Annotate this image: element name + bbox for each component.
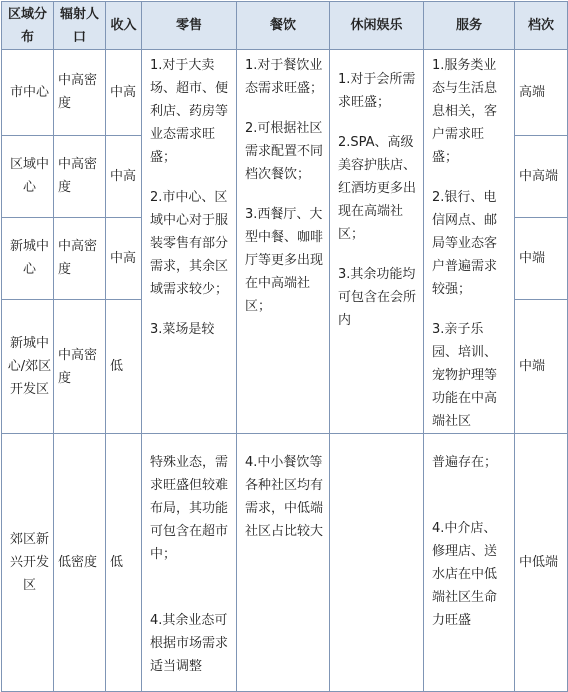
table-row: [2, 434, 568, 692]
retail-point-4: 4.其余业态可根据市场需求适当调整: [150, 613, 229, 674]
retail-point-3-continued: 特殊业态，需求旺盛但较难布局，其功能可包含在超市中；: [150, 455, 229, 562]
dining-point-4: 4.中小餐饮等各种社区均有需求，中低端社区占比较大: [245, 455, 324, 539]
header-grade: 档次: [515, 2, 568, 50]
retail-point-1: 1.对于大卖场、超市、便利店、药房等业态需求旺盛；: [150, 58, 229, 165]
header-service: 服务: [424, 2, 515, 50]
service-point-3-continued: 普遍存在；: [432, 455, 498, 470]
retail-point-3: 3.菜场是较: [150, 322, 215, 337]
income-cell: 中高: [106, 135, 142, 217]
header-row: [2, 2, 568, 50]
dining-point-3: 3.西餐厅、大型中餐、咖啡厅等更多出现在中高端社区；: [245, 207, 324, 314]
leisure-point-2: 2.SPA、高级美容护肤店、红酒坊更多出现在高端社区；: [338, 135, 417, 242]
header-leisure: 休闲娱乐: [330, 2, 424, 50]
dining-cell-continued: [237, 434, 330, 692]
service-point-3: 3.亲子乐园、培训、宠物护理等功能在中高端社区: [432, 322, 498, 429]
table-row: [2, 50, 568, 136]
income-cell: 低: [106, 300, 142, 434]
leisure-point-1: 1.对于会所需求旺盛；: [338, 72, 416, 110]
area-cell: 区域中心: [2, 135, 54, 217]
header-dining: 餐饮: [237, 2, 330, 50]
header-radiation: 辐射人口: [54, 2, 106, 50]
header-retail: 零售: [142, 2, 237, 50]
radiation-cell: 中高密度: [54, 217, 106, 299]
income-cell: 中高: [106, 50, 142, 136]
leisure-point-3: 3.其余功能均可包含在会所内: [338, 267, 417, 328]
income-cell: 中高: [106, 217, 142, 299]
radiation-cell: 低密度: [54, 434, 106, 692]
service-cell-continued: [424, 434, 515, 692]
header-area: 区域分布: [2, 2, 54, 50]
retail-cell: [142, 50, 237, 434]
commercial-demand-table: [1, 1, 568, 692]
retail-cell-continued: [142, 434, 237, 692]
radiation-cell: 中高密度: [54, 50, 106, 136]
grade-cell: 中低端: [515, 434, 568, 692]
header-income: 收入: [106, 2, 142, 50]
grade-cell: 中高端: [515, 135, 568, 217]
dining-point-2: 2.可根据社区需求配置不同档次餐饮；: [245, 121, 324, 182]
grade-cell: 中端: [515, 300, 568, 434]
grade-cell: 高端: [515, 50, 568, 136]
grade-cell: 中端: [515, 217, 568, 299]
service-point-2: 2.银行、电信网点、邮局等业态客户普遍需求较强；: [432, 190, 498, 297]
area-cell: 新城中心: [2, 217, 54, 299]
dining-cell: [237, 50, 330, 434]
radiation-cell: 中高密度: [54, 135, 106, 217]
area-cell: 市中心: [2, 50, 54, 136]
radiation-cell: 中高密度: [54, 300, 106, 434]
leisure-cell-continued: [330, 434, 424, 692]
income-cell: 低: [106, 434, 142, 692]
area-cell: 新城中心/郊区开发区: [2, 300, 54, 434]
service-point-4: 4.中介店、修理店、送水店在中低端社区生命力旺盛: [432, 521, 498, 628]
area-cell: 郊区新兴开发区: [2, 434, 54, 692]
dining-point-1: 1.对于餐饮业态需求旺盛；: [245, 58, 324, 96]
leisure-cell: [330, 50, 424, 434]
service-point-1: 1.服务类业态与生活息息相关，客户需求旺盛；: [432, 58, 498, 165]
service-cell: [424, 50, 515, 434]
retail-point-2: 2.市中心、区域中心对于服装零售有部分需求，其余区域需求较少；: [150, 190, 229, 297]
